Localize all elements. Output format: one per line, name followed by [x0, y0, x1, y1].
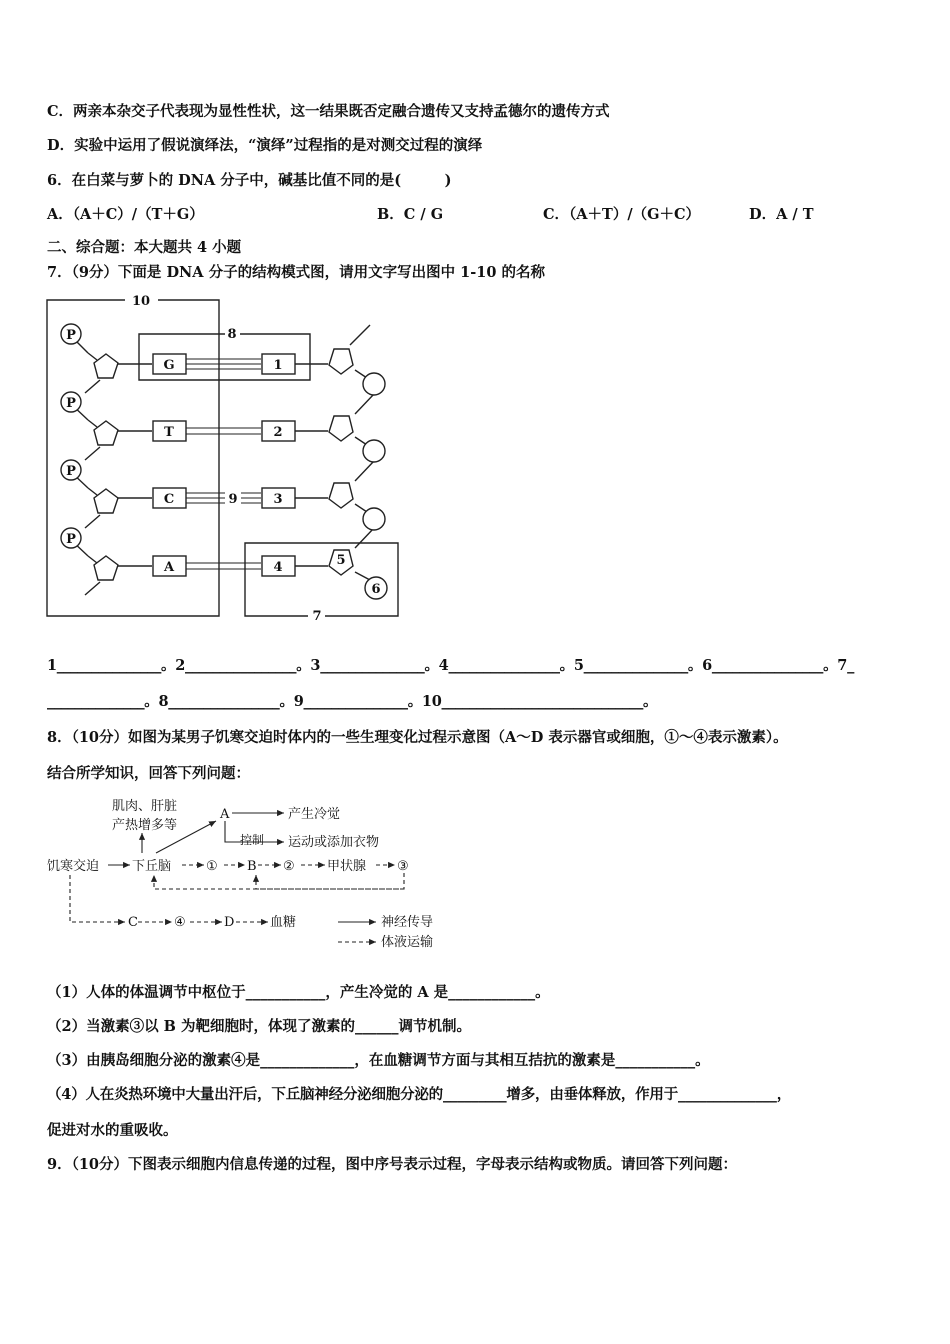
phosphate-label-1: P	[66, 328, 76, 343]
label-9: 9	[228, 492, 238, 507]
deoxyribose-right-2	[329, 416, 353, 441]
label-cold-sensation: 产生冷觉	[288, 807, 341, 822]
hormone-3: ③	[397, 859, 409, 874]
base-label-right-2: 2	[273, 425, 283, 440]
label-motion: 运动或添加衣物	[288, 835, 380, 850]
label-5: 5	[336, 553, 346, 568]
node-a: A	[220, 807, 230, 822]
q8-stem-1: 8．（10分）如图为某男子饥寒交迫时体内的一些生理变化过程示意图（A～D 表示器官或细胞，①～④表示激素）。	[47, 729, 788, 746]
label-control: 控制	[240, 833, 265, 847]
phosphate-right-2	[363, 440, 385, 462]
deoxyribose-left-2	[94, 421, 118, 445]
label-blood-sugar: 血糖	[270, 915, 297, 930]
legend-neural-label: 神经传导	[381, 915, 434, 930]
q7-stem: 7．（9分）下面是 DNA 分子的结构模式图，请用文字写出图中 1-10 的名称	[47, 264, 545, 281]
deoxyribose-right-1	[329, 349, 353, 374]
label-10: 10	[131, 294, 151, 309]
base-label-left-4: A	[163, 560, 175, 575]
q7-answer-line-1: 1_______________。2________________。3_______________。4________________。5_______________。6________________。7_	[47, 657, 855, 674]
q9-stem: 9．（10分）下图表示细胞内信息传递的过程，图中序号表示过程，字母表示结构或物质。请回答下列问题：	[47, 1156, 738, 1173]
section-heading: 二、综合题：本大题共 4 小题	[47, 239, 242, 256]
q8-sub-4: （4）人在炎热环境中大量出汗后，下丘脑神经分泌细胞分泌的_________增多，由垂体释放，作用于______________，	[47, 1086, 792, 1103]
q8-sub-2: （2）当激素③以 B 为靶细胞时，体现了激素的______调节机制。	[47, 1018, 471, 1035]
q6-option-c: C．（A＋T）/（G＋C）	[543, 206, 701, 223]
deoxyribose-right-3	[329, 483, 353, 508]
q6-stem: 6．在白菜与萝卜的 DNA 分子中，碱基比值不同的是( )	[47, 172, 452, 189]
label-7: 7	[312, 609, 322, 624]
node-thyroid: 甲状腺	[327, 859, 367, 874]
phosphate-right-1	[363, 373, 385, 395]
q5-option-d: D．实验中运用了假说演绎法，“演绎”过程指的是对测交过程的演绎	[47, 137, 483, 154]
q6-option-a: A．（A＋C）/（T＋G）	[47, 206, 204, 223]
hormone-4: ④	[174, 915, 186, 930]
base-label-left-3: C	[163, 492, 175, 507]
regulation-flow-diagram	[44, 795, 454, 955]
q8-stem-2: 结合所学知识，回答下列问题：	[47, 765, 250, 782]
q8-sub-4-cont: 促进对水的重吸收。	[47, 1122, 178, 1139]
node-d: D	[224, 915, 235, 930]
legend-humoral-label: 体液运输	[381, 935, 434, 950]
phosphate-right-3	[363, 508, 385, 530]
label-8: 8	[227, 327, 237, 342]
q7-answer-line-2: ______________。8________________。9_______________。10_____________________________。	[47, 693, 658, 710]
hormone-1: ①	[206, 859, 218, 874]
phosphate-label-3: P	[66, 464, 76, 479]
deoxyribose-left-4	[94, 556, 118, 580]
q8-sub-3: （3）由胰岛细胞分泌的激素④是_____________，在血糖调节方面与其相互拮抗的激素是___________。	[47, 1052, 710, 1069]
base-label-right-1: 1	[273, 358, 283, 373]
node-hypothalamus: 下丘脑	[132, 859, 172, 874]
hormone-2: ②	[283, 859, 295, 874]
dna-structure-diagram	[40, 290, 410, 625]
phosphate-label-4: P	[66, 532, 76, 547]
node-c: C	[128, 915, 138, 930]
deoxyribose-left-1	[94, 354, 118, 378]
label-heat-increase: 产热增多等	[112, 818, 178, 833]
q8-sub-1: （1）人体的体温调节中枢位于___________，产生冷觉的 A 是____________。	[47, 984, 550, 1001]
q6-options	[47, 205, 814, 225]
base-label-left-1: G	[163, 358, 175, 373]
q6-option-d: D．A / T	[749, 206, 814, 223]
base-label-right-3: 3	[273, 492, 283, 507]
label-6: 6	[371, 582, 381, 597]
deoxyribose-left-3	[94, 489, 118, 513]
label-muscle-liver: 肌肉、肝脏	[112, 799, 178, 814]
base-label-left-2: T	[164, 425, 174, 440]
label-hunger-cold: 饥寒交迫	[47, 859, 100, 874]
q5-option-c: C．两亲本杂交子代表现为显性性状，这一结果既否定融合遗传又支持孟德尔的遗传方式	[47, 103, 610, 120]
q6-option-b: B．C / G	[377, 206, 444, 223]
node-b: B	[247, 859, 257, 874]
phosphate-label-2: P	[66, 396, 76, 411]
base-label-right-4: 4	[273, 560, 283, 575]
